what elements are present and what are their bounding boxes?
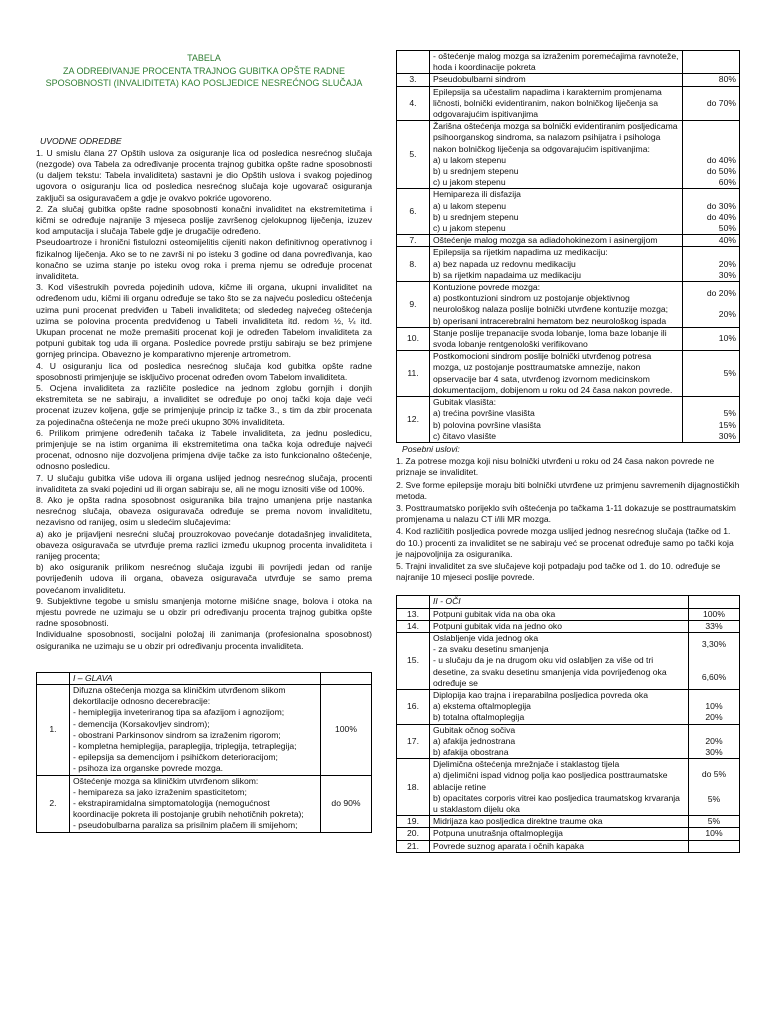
table-header-row (397, 596, 740, 608)
table-row: 19. Midrijaza kao posljedica direktne traume oka 5% (397, 816, 740, 828)
intro-paragraph: Pseudoartroze i hronični fistulozni osteomijelitis cijeniti nakon definitivnog operativnog i fizikalnog liječenja. Ako se to ne završi ni po isteku 3 godine od dana povređivanja, kao konačno se uzima stanje po isteku ovog roka i prema njemu se određuje procenat invaliditeta. (36, 237, 372, 281)
intro-paragraph: 5. Ocjena invaliditeta za različite posledice na jednom zglobu gornjih i donjih ekstremiteta se ne sabiraju, a invaliditet se određuje po onoj tački koja daje veći procenat izuzev koljena, gdje se primjenjuje princip iz tačke 3., s tim da zbir procenata za pojedinačna oštećenja ne može preći ukupno 30% invaliditeta. (36, 382, 372, 427)
intro-paragraph: 2. Za slučaj gubitka opšte radne sposobnosti konačni invaliditet na ekstremitetima i kičmi se određuje najranije 3 mjeseca poslije završenog cjelokupnog liječenja, izuzev kod amputacija i slučaja Tabele gdje je drugačije određeno. (36, 203, 372, 237)
table-row: 18. Djelimična oštećenja mrežnjače i staklastog tijela a) djelimični ispad vidnog polja kao posljedica posttraumatske ablacije retine b) opacitates corporis vitrei kao posljedica traumatskog krvaranja u staklastom dijelu oka do 5% 5% (397, 759, 740, 816)
table-row: 4. Epilepsija sa učestalim napadima i karakternim promjenama ličnosti, bolnički evidentiranim, nakon bolničkog liječenja sa odgovarajućim ispitivanjima do 70% (397, 86, 740, 121)
row-value: 100% (321, 685, 372, 776)
table-row: 7. Oštećenje malog mozga sa adiadohokinezom i asinergijom 40% (397, 235, 740, 247)
special-conditions-heading: Posebni uslovi: (402, 443, 460, 454)
section-heading: II - OČI (430, 596, 689, 608)
special-condition: 1. Za potrese mozga koji nisu bolnički utvrđeni u roku od 24 časa nakon povrede ne priznaje se invaliditet. (396, 456, 715, 478)
intro-section (36, 148, 372, 652)
row-description: Oštećenje mozga sa kliničkim utvrđenom slikom: - hemipareza sa jako izraženim spasticitetom; - ekstrapiramidalna simptomatologija (nemogućnost koordinacije pokreta ili postojanje grubih nehotičnih pokreta); - pseudobulbarna paraliza sa prisilnim plačem ili smijehom; (70, 775, 321, 832)
intro-paragraph: 8. Ako je opšta radna sposobnost osiguranika bila trajno umanjena prije nastanka nesrećnog slučaja, obaveza osiguravača određuje se prema novom invaliditetu, nezavisno od ranijeg, osim u sledećim slučajevima: (36, 495, 372, 528)
title-line: TABELA (187, 53, 221, 63)
table-row: 9. Kontuzione povrede mozga: a) postkontuzioni sindrom uz postojanje objektivnog neurološkog nalaza poslije bolnički utvrđene kontuzije mozga; b) operisani intracerebralni hematom bez neurološkog ispada do 20% 20% (397, 282, 740, 328)
left-column (36, 52, 372, 833)
row-value: do 90% (321, 775, 372, 832)
table-row: 13. Potpuni gubitak vida na oba oka 100% (397, 608, 740, 620)
intro-paragraph: 7. U slučaju gubitka više udova ili organa uslijed jednog nesrećnog slučaja, procenti invaliditeta za svaki pojedini ud ili organ sabiraju se, ali ne mogu iznositi više od 100%. (36, 472, 372, 494)
table-row: 17. Gubitak očnog sočiva a) afakija jednostrana b) afakija obostrana 20% 30% (397, 724, 740, 759)
table-row (37, 685, 372, 776)
special-condition: 3. Posttraumatsko porijeklo svih oštećenja po tačkama 1-11 dokazuje se posttraumatskim promjenama u nalazu CT i/ili MR mozga. (396, 502, 736, 525)
table-row: 14. Potpuni gubitak vida na jedno oko 33% (397, 620, 740, 632)
special-conditions (396, 456, 740, 583)
table-row: 5. Žarišna oštećenja mozga sa bolnički evidentiranim posljedicama psihoorganskog sindroma, sa nalazom psihijatra i psihologa nakon bolničkog liječenja sa odgovarajućim ispitivanjima: a) u lakom stepenu b) u srednjem stepenu c) u jakom stepenu do 40% do 50% 60% (397, 121, 740, 189)
table-row: 15. Oslabljenje vida jednog oka - za svaku desetinu smanjenja - u slučaju da je na drugom oku vid oslabljen za više od tri desetine, za svaku desetinu smanjenja vida povrijeđenog oka određuje se 3,30% 6,60% (397, 632, 740, 689)
table-row: 21. Povrede suznog aparata i očnih kapaka (397, 840, 740, 852)
row-description: Difuzna oštećenja mozga sa kliničkim utvrđenom slikom dekortilacije odnosno decerebracije: - hemiplegija inveteriranog tipa sa afazijom i agnozijom; - demencija (Korsakovljev sindrom); - obostrani Parkinsonov sindrom sa izraženim rigorom; - kompletna hemiplegija, paraplegija, triplegija, tetraplegija; - epilepsija sa demencijom i psihičkom deterioracijom; - psihoza iza organske povrede mozga. (70, 685, 321, 776)
table-row: 3. Pseudobulbarni sindrom 80% (397, 74, 740, 86)
intro-paragraph: 6. Prilikom primjene određenih tačaka iz Tabele invaliditeta, za jednu posledicu, primjenjuje se na istim organima ili ekstremitetima ona tačka koja određuje najveći procenat, odnosno nije dozvoljena primjena dvije tačke za isto funkcionalno oštećenje, odnosno posledicu. (36, 427, 372, 472)
eye-injury-table (396, 595, 740, 852)
row-number: 1. (37, 685, 70, 776)
special-condition: 5. Trajni invaliditet za sve slučajeve koji potpadaju pod tačke od 1. do 10. određuje se najranije 10 mjeseci poslije povrede. (396, 560, 721, 583)
table-row: 20. Potpuna unutrašnja oftalmoplegija 10% (397, 828, 740, 840)
intro-paragraph: 1. U smislu člana 27 Opštih uslova za osiguranje lica od posledica nesrećnog slučaja (nezgode) ova Tabela za određivanje procenta trajnog gubitka opšte radne sposobnosti (u daljem tekstu: Tabela invaliditeta) sastavni je dio Opštih uslova i svakog pojedinog ugovora o osiguranju lica od posledica nesrećnog slučaja koje ugovarač osiguranja zaključi sa osiguravačem a gdje je ovakvo pokriće ugovoreno. (36, 147, 372, 203)
table-row: 11. Postkomocioni sindrom poslije bolnički utvrđenog potresa mozga, uz postojanje posttraumatske amnezije, nakon opservacije bar 4 sata, utvrđenog izvornom medicinskom dokumentacijom, dobijenom u roku od 24 časa nakon povrede. 5% (397, 351, 740, 397)
section-heading: I – GLAVA (70, 672, 321, 684)
document-title (36, 52, 372, 90)
title-line: ZA ODREĐIVANJE PROCENTA TRAJNOG GUBITKA OPŠTE RADNE (62, 65, 346, 76)
intro-paragraph: Individualne sposobnosti, socijalni položaj ili zanimanja (profesionalna sposobnost) osiguranika ne uzimaju se u obzir pri određivanju procenta invaliditeta. (36, 629, 372, 651)
table-header-row (37, 672, 372, 684)
intro-paragraph: b) ako osiguranik prilikom nesrećnog slučaja izgubi ili povrijedi jedan od ranije povrijeđenih udova ili organa, obaveza osiguravača utvrđuje se samo prema povećanom invaliditetu. (36, 562, 372, 595)
head-injury-table-continued (396, 50, 740, 443)
title-line: SPOSOBNOSTI (INVALIDITETA) KAO POSLJEDICE NESREĆNOG SLUČAJA (45, 78, 363, 88)
intro-paragraph: 9. Subjektivne tegobe u smislu smanjenja motorne mišićne snage, bolova i otoka na mjestu povrede ne uzimaju se u obzir pri određivanju procenta trajnog gubitka opšte radne sposobnosti. (36, 595, 372, 629)
intro-heading: UVODNE ODREDBE (40, 135, 122, 146)
table-row: 12. Gubitak vlasišta: a) trećina površine vlasišta b) polovina površine vlasišta c) čitavo vlasište 5% 15% 30% (397, 397, 740, 443)
special-condition: 2. Sve forme epilepsije moraju biti bolnički utvrđene uz primjenu savremenih dijagnostičkih metoda. (396, 479, 740, 501)
table-row (397, 51, 740, 74)
intro-paragraph: 4. U osiguranju lica od posledica nesrećnog slučaja kod gubitka opšte radne sposobnosti primjenjuje se isključivo procenat određen ovom Tabelom invaliditeta. (36, 360, 372, 382)
row-number: 2. (37, 775, 70, 832)
right-column (396, 50, 740, 853)
intro-paragraph: a) ako je prijavljeni nesrećni slučaj prouzrokovao povećanje dotadašnjeg invaliditeta, obaveza osiguravača se utvrđuje prema razlici između ukupnog procenta invaliditeta i ranijeg procenta; (36, 528, 372, 562)
intro-paragraph: 3. Kod višestrukih povreda pojedinih udova, kičme ili organa, ukupni invaliditet na određenom udu, kičmi ili organu određuje se tako što se za najveću posledicu oštećenja uzima puni procenat predviđen u Tabeli invaliditeta; od slededeg najvećeg oštećenja uzima se polovina procenta predviđenog u Tabeli invaliditeta itd. redom ½, ¼ itd. Ukupan procenat ne može premašiti procenat koji je određen Tabelom invaliditeta za potpuni gubitak tog uda ili organa. Posledice povrede prstiju sabiraju se bez primjene gornjeg principa. Obavezno je komparativno mjerenje artrometrom. (36, 282, 372, 360)
head-injury-table (36, 672, 372, 833)
special-condition: 4. Kod različitih posljedica povrede mozga uslijed jednog nesrećnog slučaja (tačke od 1. do 10.) procenti za invaliditet se ne sabiraju već se procenat određuje samo po tački koja je najpovoljnija za osiguranika. (396, 526, 734, 559)
row-description: - oštećenje malog mozga sa izraženim poremećajima ravnoteže, hoda i koordinacije pokreta (430, 51, 683, 74)
table-row: 8. Epilepsija sa rijetkim napadima uz medikaciju: a) bez napada uz redovnu medikaciju b) sa rijetkim napadaima uz medikaciju 20% 30% (397, 247, 740, 282)
table-row: 10. Stanje poslije trepanacije svoda lobanje, loma baze lobanje ili svoda lobanje rentgenološki verifikovano 10% (397, 327, 740, 350)
table-row: 6. Hemipareza ili disfazija a) u lakom stepenu b) u srednjem stepenu c) u jakom stepenu do 30% do 40% 50% (397, 189, 740, 235)
table-row (37, 775, 372, 832)
table-row: 16. Diplopija kao trajna i ireparabilna posljedica povreda oka a) ekstema oftalmoplegija b) totalna oftalmoplegija 10% 20% (397, 689, 740, 724)
